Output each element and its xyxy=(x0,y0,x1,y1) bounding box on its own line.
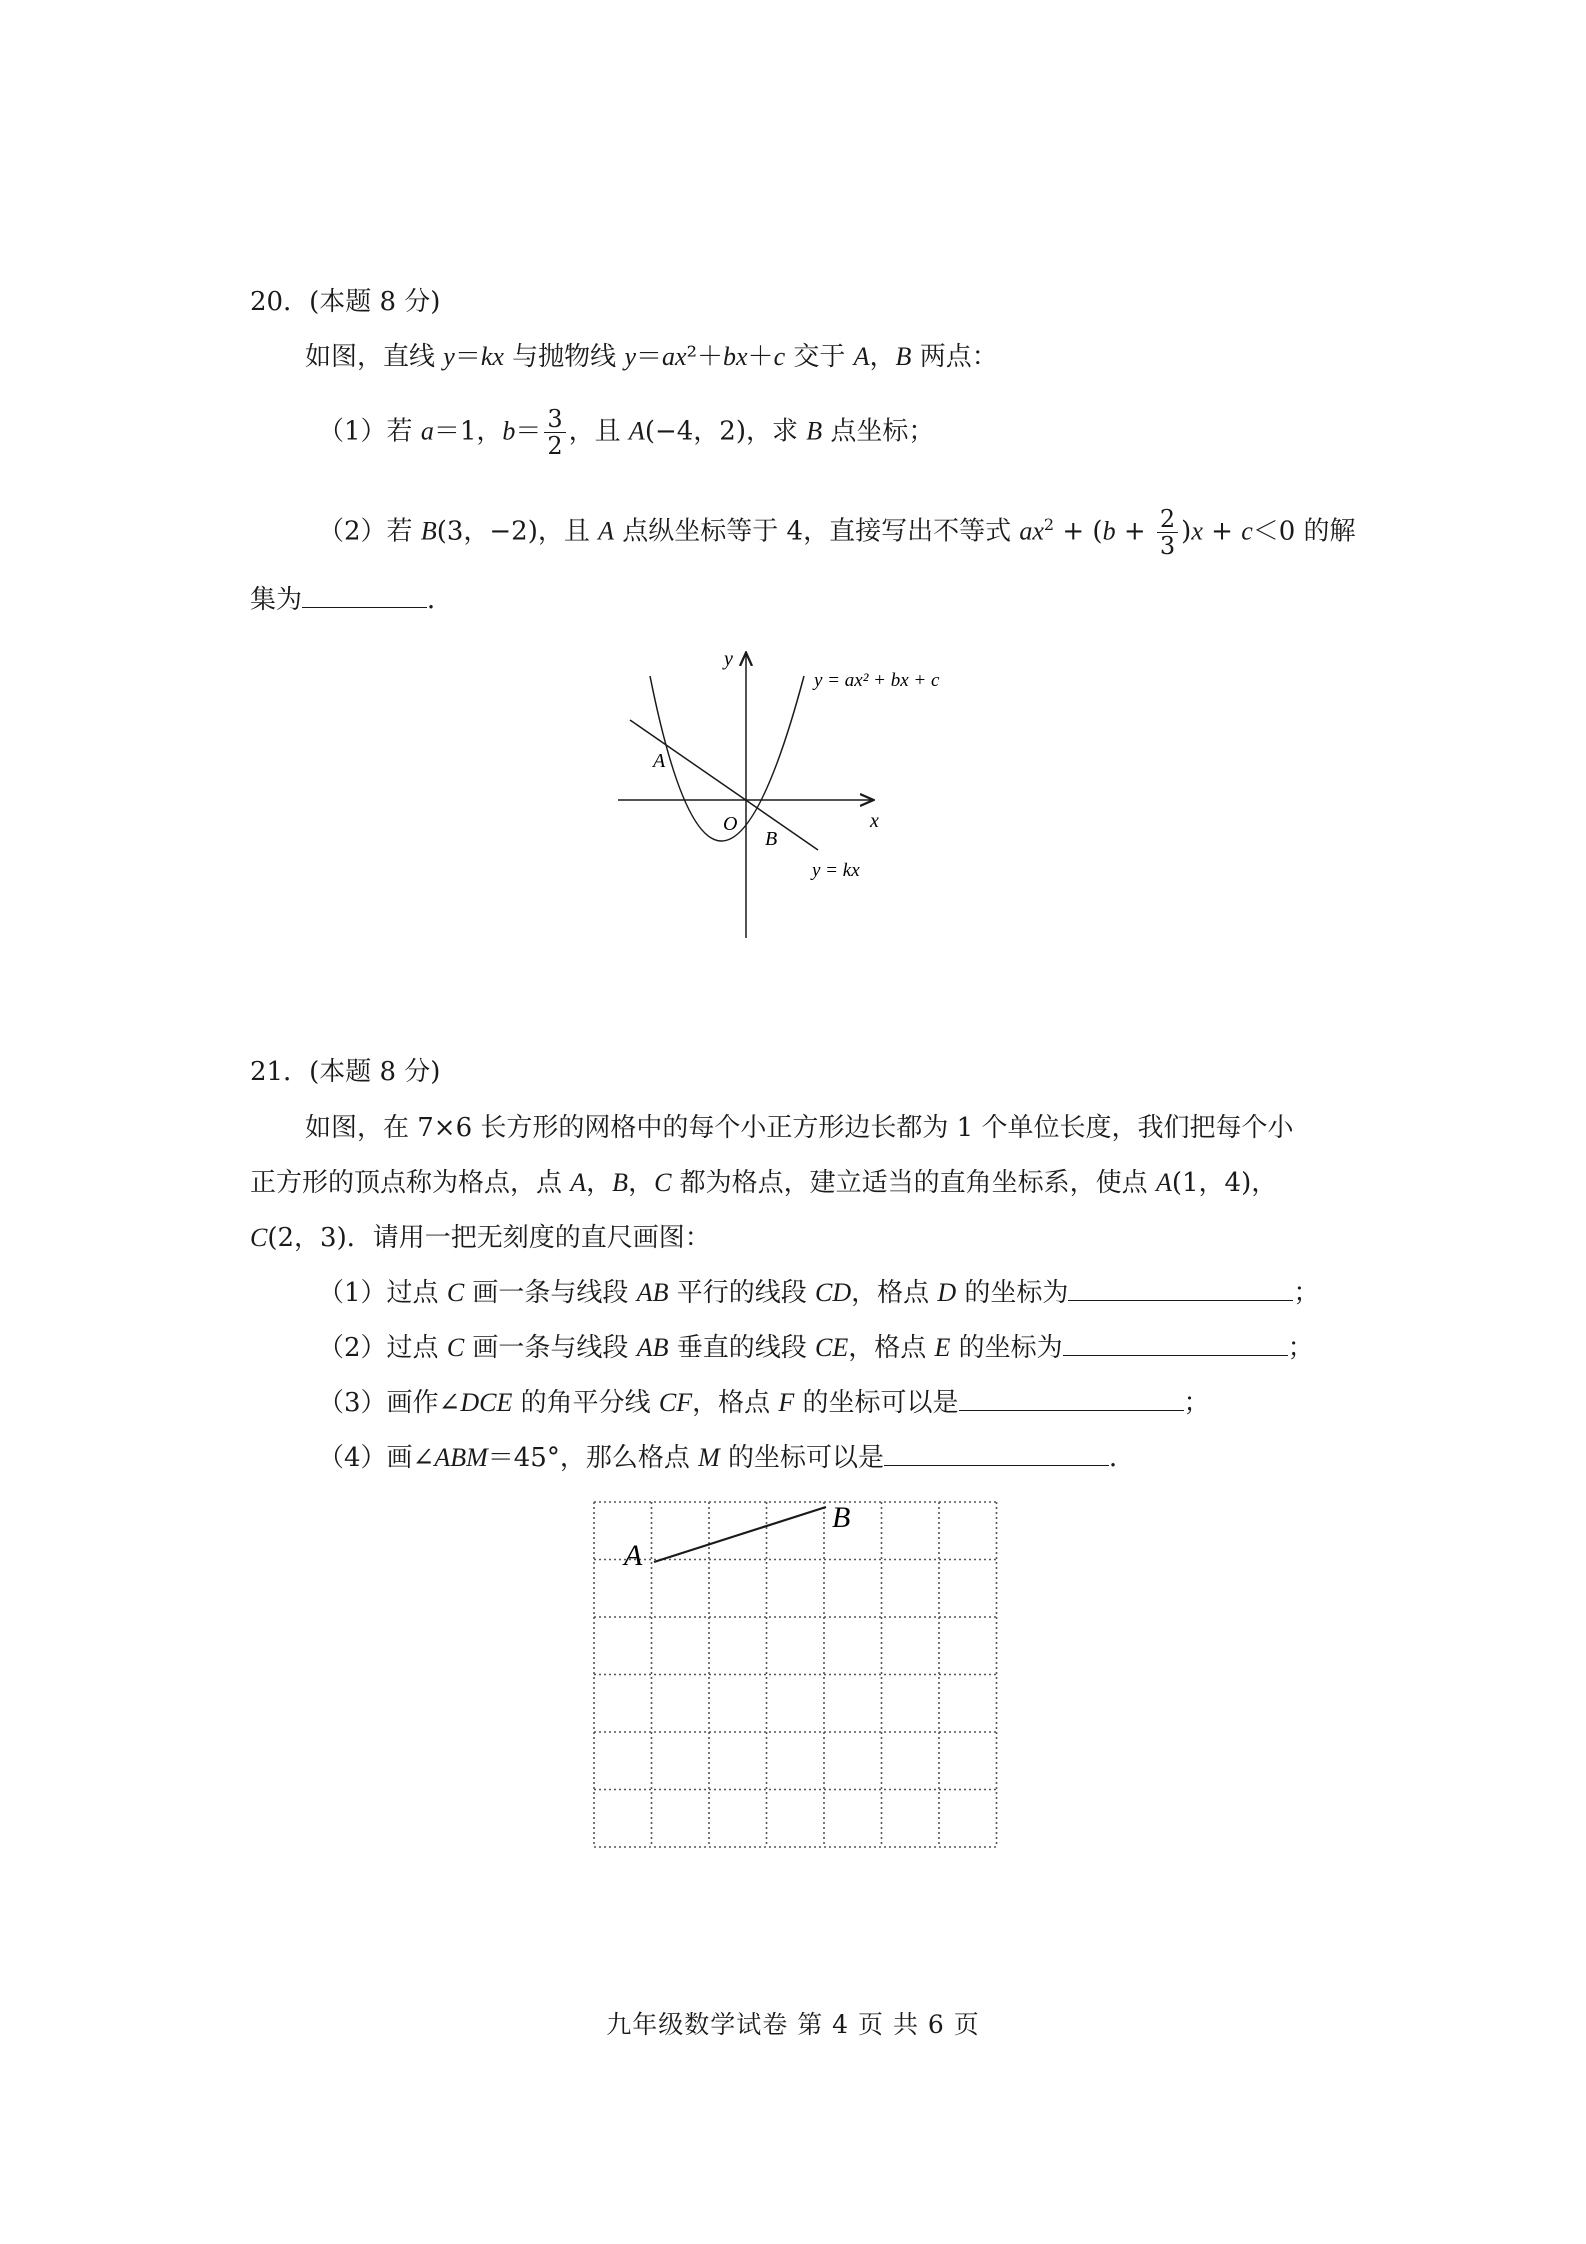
answer-blank[interactable] xyxy=(884,1441,1109,1466)
answer-blank[interactable] xyxy=(959,1386,1184,1411)
q21-stem-line2: 正方形的顶点称为格点，点 A，B，C 都为格点，建立适当的直角坐标系，使点 A(1，4)， xyxy=(250,1168,1278,1198)
q21-stem-line1: 如图，在 7×6 长方形的网格中的每个小正方形边长都为 1 个单位长度，我们把每个小 xyxy=(305,1113,1294,1143)
q20-part2-line2: 集为 ． xyxy=(250,585,454,615)
point-b-label: B xyxy=(765,828,778,850)
q21-header: 21．(本题 8 分) xyxy=(250,1057,441,1087)
point-b-label: B xyxy=(832,1501,851,1534)
origin-label: O xyxy=(723,813,738,835)
x-axis-label: x xyxy=(870,810,879,832)
q20-stem: 如图，直线 y＝kx 与抛物线 y＝ax²＋bx＋c 交于 A，B 两点： xyxy=(305,342,998,372)
point-a-label: A xyxy=(653,750,666,772)
line-label: y = kx xyxy=(812,860,860,881)
point-a-label: A xyxy=(624,1539,643,1572)
y-axis-label: y xyxy=(724,648,733,670)
q21-part2: （2）过点 C 画一条与线段 AB 垂直的线段 CE，格点 E 的坐标为 ； xyxy=(318,1333,1314,1363)
q20-header: 20．(本题 8 分) xyxy=(250,287,441,317)
q21-part3: （3）画作∠DCE 的角平分线 CF，格点 F 的坐标可以是 ； xyxy=(318,1388,1210,1418)
parabola-line-figure xyxy=(600,640,1020,950)
q21-part1: （1）过点 C 画一条与线段 AB 平行的线段 CD，格点 D 的坐标为 ； xyxy=(318,1278,1320,1308)
segment-ab xyxy=(654,1507,826,1562)
q20-part2: （2）若 B(3，−2)，且 A 点纵坐标等于 4，直接写出不等式 $ax^2 + (b$ + $\frac{2}{3}$ )x + c＜0 的解 xyxy=(318,505,1356,560)
q21-stem-line3: C(2，3)．请用一把无刻度的直尺画图： xyxy=(250,1223,711,1253)
fraction-3-over-2: $\frac{3}{2}$ xyxy=(544,406,565,459)
parabola-label: y = ax² + bx + c xyxy=(814,670,940,691)
fraction-2-over-3: $\frac{2}{3}$ xyxy=(1157,506,1178,559)
grid-lines xyxy=(594,1502,997,1847)
answer-blank[interactable] xyxy=(1063,1331,1288,1356)
answer-blank[interactable] xyxy=(302,583,427,608)
q21-part4: （4）画∠ABM＝45°，那么格点 M 的坐标可以是 ． xyxy=(318,1443,1136,1473)
q20-part1: （1）若 a＝1，b＝ $\frac{3}{2}$ ，且 A(−4，2)，求 B 点坐标； xyxy=(318,405,935,460)
grid-figure xyxy=(580,1490,1020,1870)
page-footer: 九年级数学试卷 第 4 页 共 6 页 xyxy=(606,2010,980,2039)
answer-blank[interactable] xyxy=(1068,1276,1293,1301)
